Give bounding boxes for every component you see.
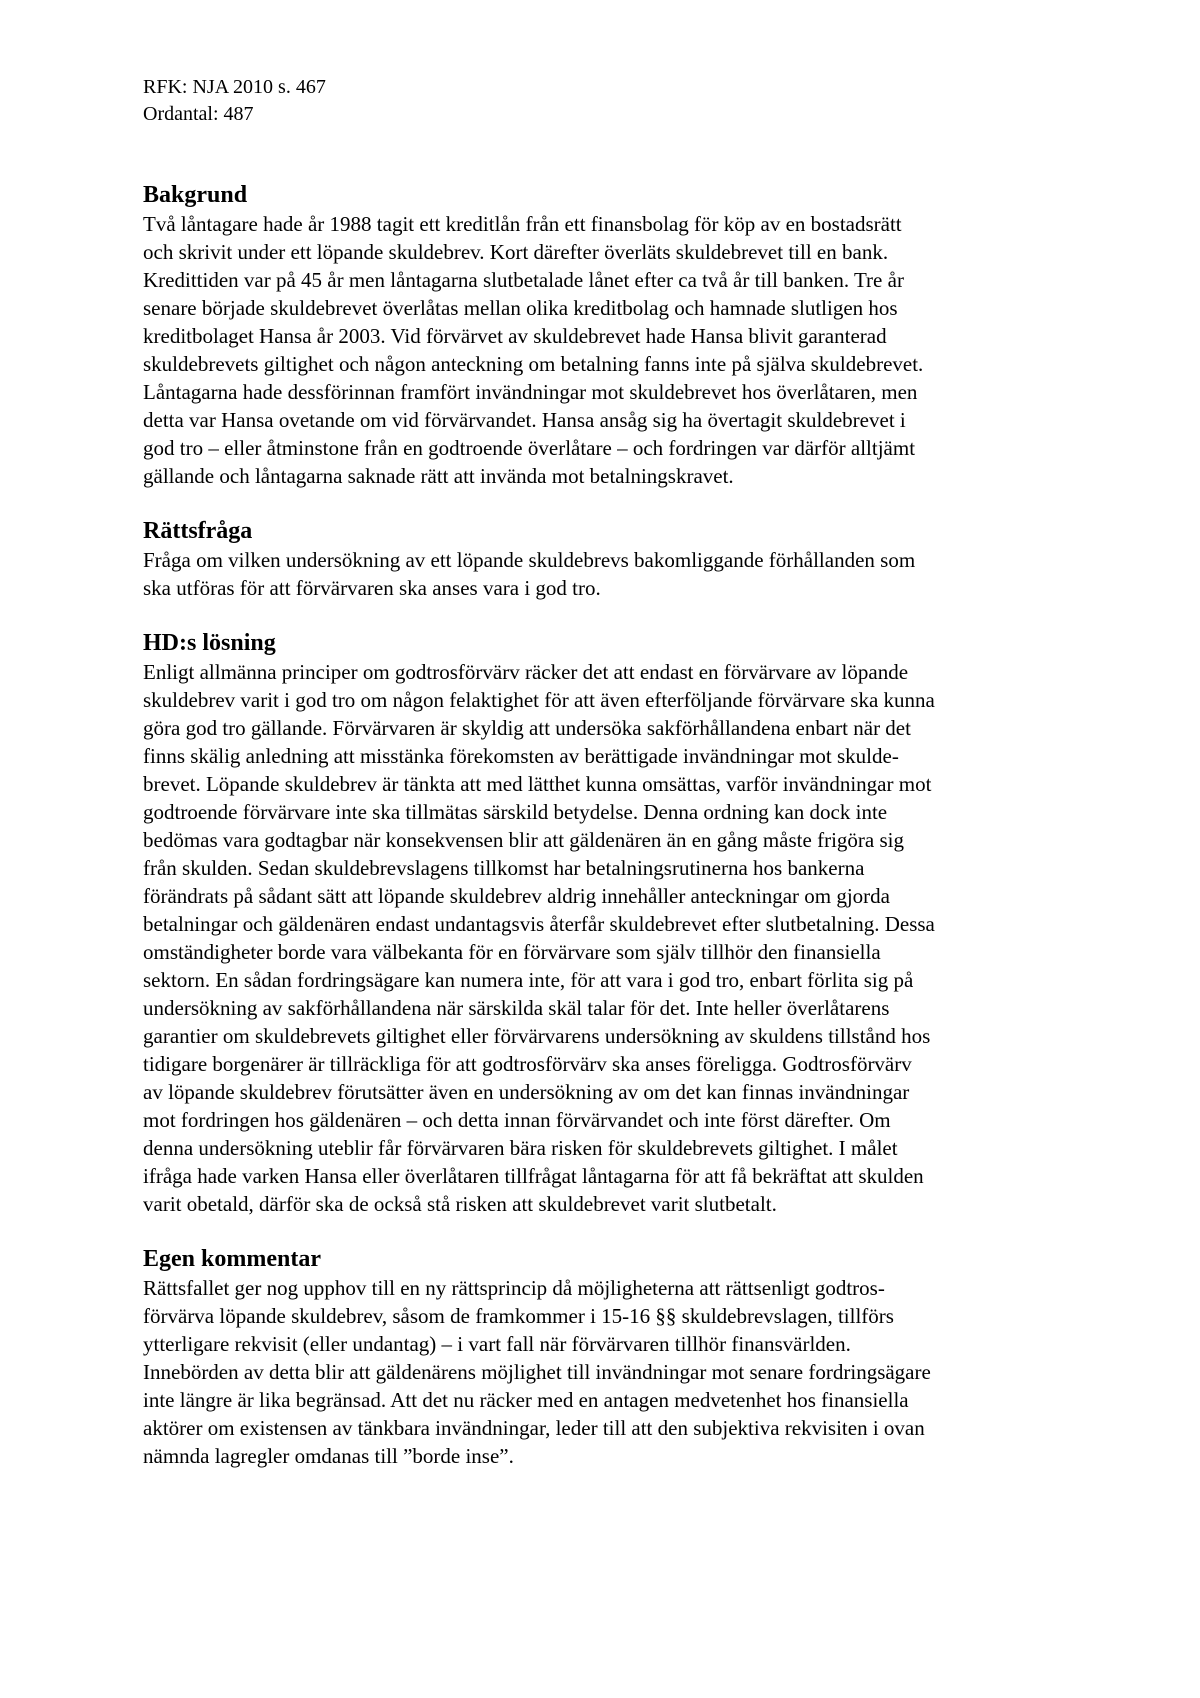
- text-line: tidigare borgenärer är tillräckliga för att godtrosförvärv ska anses föreligga. Godtrosförvärv: [143, 1052, 912, 1076]
- text-line: gällande och låntagarna saknade rätt att invända mot betalningskravet.: [143, 464, 734, 488]
- text-line: brevet. Löpande skuldebrev är tänkta att med lätthet kunna omsättas, varför invändningar mot: [143, 772, 932, 796]
- text-line: sektorn. En sådan fordringsägare kan numera inte, för att vara i god tro, enbart förlita sig på: [143, 968, 914, 992]
- text-line: av löpande skuldebrev förutsätter även en undersökning av om det kan finnas invändningar: [143, 1080, 910, 1104]
- text-line: ska utföras för att förvärvaren ska anses vara i god tro.: [143, 576, 601, 600]
- text-line: förändrats på sådant sätt att löpande skuldebrev aldrig innehåller anteckningar om gjorda: [143, 884, 890, 908]
- document-meta: [143, 74, 1073, 128]
- section-heading: Egen kommentar: [143, 1246, 321, 1272]
- text-line: undersökning av sakförhållandena när särskilda skäl talar för det. Inte heller överlåtarens: [143, 996, 890, 1020]
- section-rattsfraga: [143, 516, 1073, 602]
- text-line: varit obetald, därför ska de också stå risken att skuldebrevet varit slutbetalt.: [143, 1192, 777, 1216]
- section-paragraph: [143, 1274, 1073, 1470]
- section-paragraph: [143, 210, 1073, 490]
- section-heading: HD:s lösning: [143, 630, 276, 656]
- section-hds-losning: [143, 628, 1073, 1218]
- text-line: Två låntagare hade år 1988 tagit ett kreditlån från ett finansbolag för köp av en bostadsrätt: [143, 212, 902, 236]
- section-paragraph: [143, 658, 1073, 1218]
- text-line: Innebörden av detta blir att gäldenärens möjlighet till invändningar mot senare fordringsägare: [143, 1360, 931, 1384]
- case-reference: RFK: NJA 2010 s. 467: [143, 76, 326, 98]
- text-line: skuldebrevets giltighet och någon anteckning om betalning fanns inte på själva skuldebrevet.: [143, 352, 924, 376]
- word-count: Ordantal: 487: [143, 103, 254, 125]
- text-line: Kredittiden var på 45 år men låntagarna slutbetalade lånet efter ca två år till banken. Tre år: [143, 268, 904, 292]
- section-paragraph: [143, 546, 1073, 602]
- text-line: garantier om skuldebrevets giltighet eller förvärvarens undersökning av skuldens tillstånd hos: [143, 1024, 931, 1048]
- text-line: Rättsfallet ger nog upphov till en ny rättsprincip då möjligheterna att rättsenligt godtros-: [143, 1276, 885, 1300]
- text-line: ytterligare rekvisit (eller undantag) – i vart fall när förvärvaren tillhör finansvärlden.: [143, 1332, 851, 1356]
- text-line: göra god tro gällande. Förvärvaren är skyldig att undersöka sakförhållandena enbart när det: [143, 716, 911, 740]
- text-line: skuldebrev varit i god tro om någon felaktighet för att även efterföljande förvärvare ska kunna: [143, 688, 935, 712]
- text-line: ifråga hade varken Hansa eller överlåtaren tillfrågat låntagarna för att få bekräftat att skulden: [143, 1164, 924, 1188]
- text-line: inte längre är lika begränsad. Att det nu räcker med en antagen medvetenhet hos finansiella: [143, 1388, 909, 1412]
- text-line: mot fordringen hos gäldenären – och detta innan förvärvandet och inte först därefter. Om: [143, 1108, 891, 1132]
- text-line: nämnda lagregler omdanas till ”borde inse”.: [143, 1444, 514, 1468]
- text-line: bedömas vara godtagbar när konsekvensen blir att gäldenären än en gång måste frigöra sig: [143, 828, 904, 852]
- text-line: och skrivit under ett löpande skuldebrev. Kort därefter överläts skuldebrevet till en bank.: [143, 240, 889, 264]
- text-line: omständigheter borde vara välbekanta för en förvärvare som själv tillhör den finansiella: [143, 940, 881, 964]
- section-egen-kommentar: [143, 1244, 1073, 1470]
- text-line: denna undersökning uteblir får förvärvaren bära risken för skuldebrevets giltighet. I målet: [143, 1136, 898, 1160]
- section-bakgrund: [143, 180, 1073, 490]
- document-body: [143, 74, 1073, 1470]
- section-heading: Rättsfråga: [143, 518, 253, 544]
- text-line: senare började skuldebrevet överlåtas mellan olika kreditbolag och hamnade slutligen hos: [143, 296, 898, 320]
- text-line: Låntagarna hade dessförinnan framfört invändningar mot skuldebrevet hos överlåtaren, men: [143, 380, 918, 404]
- text-line: finns skälig anledning att misstänka förekomsten av berättigade invändningar mot skulde-: [143, 744, 899, 768]
- text-line: Enligt allmänna principer om godtrosförvärv räcker det att endast en förvärvare av löpande: [143, 660, 909, 684]
- text-line: Fråga om vilken undersökning av ett löpande skuldebrevs bakomliggande förhållanden som: [143, 548, 916, 572]
- text-line: förvärva löpande skuldebrev, såsom de framkommer i 15-16 §§ skuldebrevslagen, tillförs: [143, 1304, 894, 1328]
- text-line: kreditbolaget Hansa år 2003. Vid förvärvet av skuldebrevet hade Hansa blivit garanterad: [143, 324, 887, 348]
- text-line: från skulden. Sedan skuldebrevslagens tillkomst har betalningsrutinerna hos bankerna: [143, 856, 865, 880]
- text-line: aktörer om existensen av tänkbara invändningar, leder till att den subjektiva rekvisiten i ovan: [143, 1416, 925, 1440]
- text-line: betalningar och gäldenären endast undantagsvis återfår skuldebrevet efter slutbetalning. Dessa: [143, 912, 935, 936]
- text-line: godtroende förvärvare inte ska tillmätas särskild betydelse. Denna ordning kan dock inte: [143, 800, 888, 824]
- text-line: god tro – eller åtminstone från en godtroende överlåtare – och fordringen var därför alltjämt: [143, 436, 916, 460]
- text-line: detta var Hansa ovetande om vid förvärvandet. Hansa ansåg sig ha övertagit skuldebrevet i: [143, 408, 906, 432]
- section-heading: Bakgrund: [143, 182, 248, 208]
